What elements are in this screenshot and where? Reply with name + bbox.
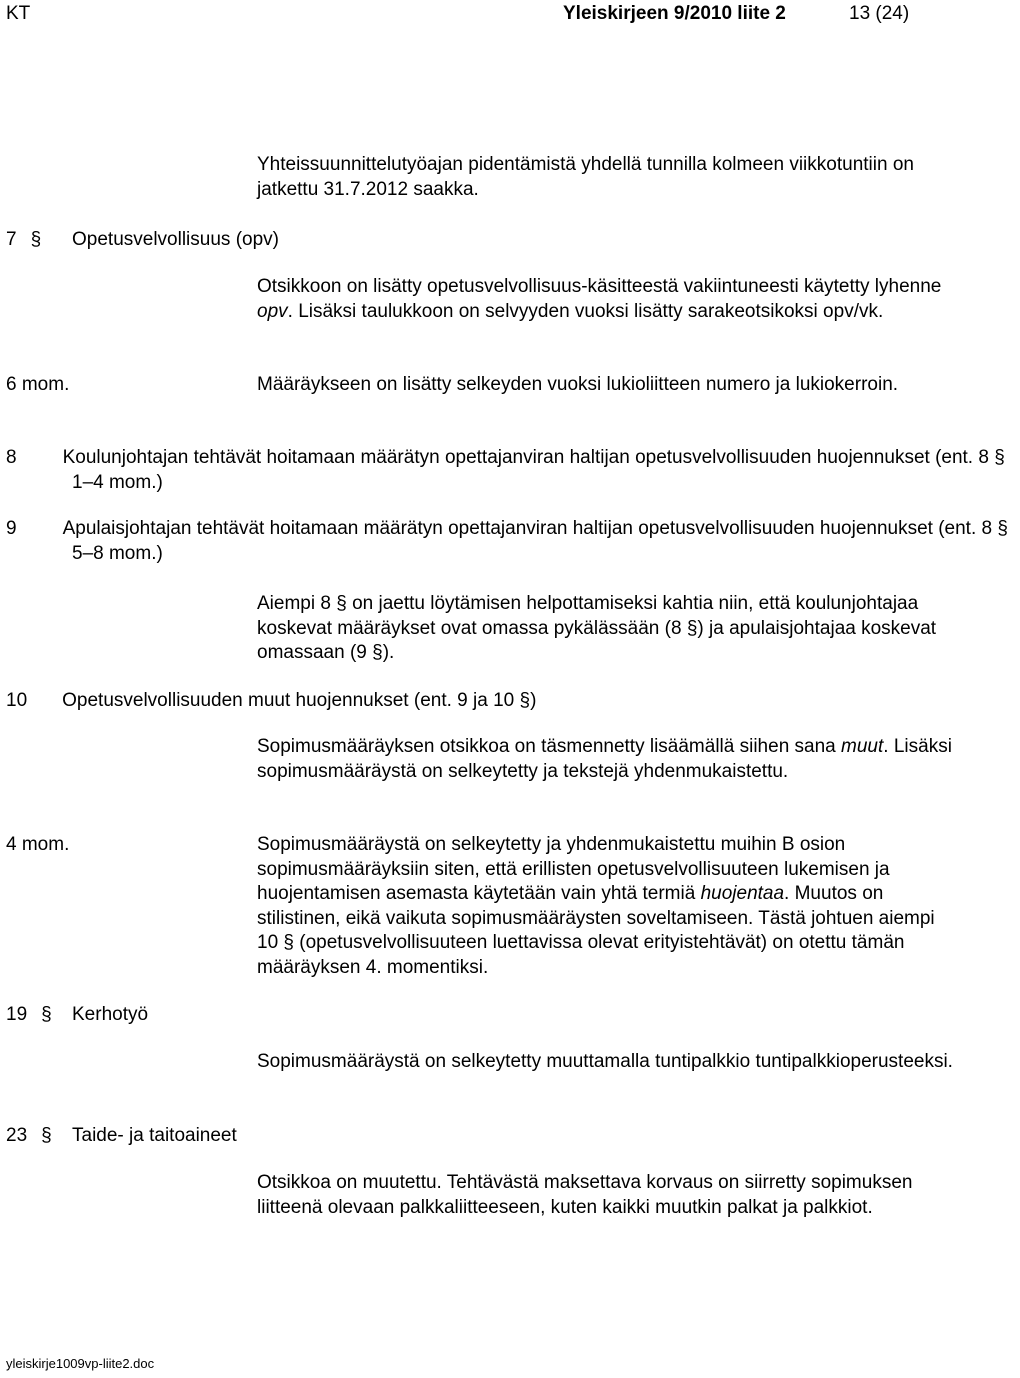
emphasis: huojentaa [700, 883, 785, 904]
text-run: Otsikkoon on lisätty opetusvelvollisuus-käsitteestä vakiintuneesti käytetty lyhenne [257, 276, 942, 297]
text-run: (opetusvelvollisuuteen luettavissa olevat erityistehtävät) on otettu tämän määräyksen 4. momentiksi. [257, 932, 905, 978]
section-title: Koulunjohtajan tehtävät hoitamaan määrätyn opettajanviran haltijan opetusvelvollisuuden huojennukset (ent. 8 [62, 447, 989, 468]
text-run: on jaettu löytämisen helpottamiseksi kahtia niin, että koulunjohtajaa koskevat määräykset ovat omassa pykälässään (8 [257, 593, 919, 639]
section-title: Opetusvelvollisuuden muut huojennukset (ent. 9 ja 10 [62, 690, 515, 711]
paragraph-maarayskseen: Määräykseen on lisätty selkeyden vuoksi lukioliitteen numero ja lukiokerroin. [257, 374, 899, 395]
paragraph-aiempi-8 [257, 592, 955, 666]
text-run: Sopimusmääräystä on selkeytetty ja yhdenmukaistettu muihin B osion sopimusmääräyksiin siten, että erillisten opetusvelvollisuuteen lukemisen ja huojentamisen asemasta käytetään vain yhtä termiä [257, 834, 890, 904]
section-title: Opetusvelvollisuus (opv) [72, 229, 279, 250]
section-number: 10 [6, 690, 28, 711]
header-page-number: 13 (24) [849, 3, 910, 24]
section-heading-23 [6, 1124, 237, 1149]
section-heading-8 [6, 446, 1020, 495]
header-doc-code: KT [6, 3, 31, 24]
section-heading-7 [6, 228, 279, 253]
section-title: Apulaisjohtajan tehtävät hoitamaan määrätyn opettajanviran haltijan opetusvelvollisuuden huojennukset (ent. 8 [62, 518, 993, 539]
section-sign: § [41, 1125, 52, 1146]
section-title: Kerhotyö [72, 1004, 149, 1025]
text-run: Aiempi 8 [257, 593, 331, 614]
section-number: 7 [6, 229, 17, 250]
section-sign: § [997, 518, 1008, 539]
text-run: Sopimusmääräyksen otsikkoa on täsmennetty lisäämällä siihen sana [257, 736, 842, 757]
paragraph-yhteissuunnittelu: Yhteissuunnittelutyöajan pidentämistä yhdellä tunnilla kolmeen viikkotuntiin on jatkettu 31.7.2012 saakka. [257, 154, 914, 200]
footer-filename: yleiskirje1009vp-liite2.doc [6, 1356, 155, 1371]
emphasis: muut [841, 736, 884, 757]
section-sign: § [336, 593, 347, 614]
section-number: 8 [6, 447, 17, 468]
text-run: . Muutos on stilistinen, eikä vaikuta sopimusmääräysten soveltamiseen. Tästä johtuen aiempi 10 [257, 883, 935, 953]
paragraph-sopimusmaarayksen [257, 735, 955, 784]
text-run: ). [382, 642, 395, 663]
header-title: Yleiskirjeen 9/2010 liite 2 [563, 3, 786, 24]
section-heading-19 [6, 1003, 149, 1028]
section-title: 5–8 mom.) [72, 542, 163, 564]
section-sign: § [519, 690, 531, 711]
paragraph-otsikkoon [257, 275, 955, 324]
text-run: . Lisäksi sopimusmääräystä on selkeytetty ja tekstejä yhdenmukaistettu. [257, 736, 952, 782]
section-number: 19 [6, 1004, 28, 1025]
section-title: 1–4 mom.) [72, 471, 163, 493]
paragraph-otsikkoa-muutettu: Otsikkoa on muutettu. Tehtävästä maksettava korvaus on siirretty sopimuksen liitteenä olevaan palkkaliitteeseen, kuten kaikki muutkin palkat ja palkkiot. [257, 1172, 913, 1218]
section-sign: § [372, 642, 383, 663]
paragraph-selkeytetty [257, 833, 955, 980]
section-title: ) [530, 690, 537, 711]
section-heading-10 [6, 689, 1020, 714]
section-number: 23 [6, 1125, 28, 1146]
moment-label-6: 6 mom. [6, 374, 70, 395]
section-number: 9 [6, 518, 17, 539]
section-heading-9 [6, 517, 1020, 566]
section-sign: § [30, 229, 42, 250]
section-sign: § [994, 447, 1005, 468]
emphasis: opv [257, 300, 288, 322]
section-sign: § [283, 932, 294, 953]
text-run: ) ja apulaisjohtajaa koskevat omassaan (9 [257, 617, 937, 663]
section-sign: § [686, 617, 698, 639]
section-sign: § [41, 1004, 52, 1025]
moment-label-4: 4 mom. [6, 834, 70, 855]
paragraph-tuntipalkkio: Sopimusmääräystä on selkeytetty muuttamalla tuntipalkkio tuntipalkkioperusteeksi. [257, 1051, 953, 1072]
text-run: . Lisäksi taulukkoon on selvyyden vuoksi lisätty sarakeotsikoksi opv/vk. [287, 300, 884, 322]
section-title: Taide- ja taitoaineet [72, 1125, 237, 1146]
